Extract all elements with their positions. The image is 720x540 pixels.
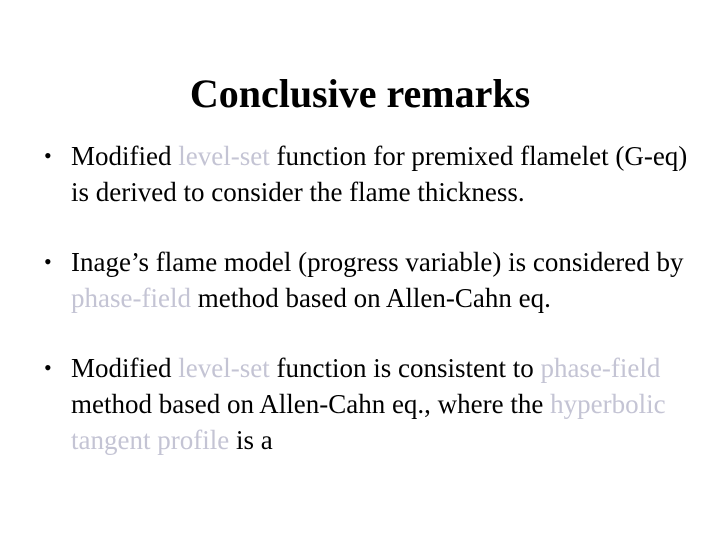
highlighted-term: phase-field bbox=[540, 353, 661, 383]
bullet-text-segment: Inage’s flame model (progress variable) is considered by bbox=[71, 247, 684, 277]
bullet-dot-icon: • bbox=[44, 355, 52, 380]
highlighted-term: level-set bbox=[178, 141, 270, 171]
bullet-dot-icon: • bbox=[44, 143, 52, 168]
bullet-item bbox=[0, 350, 720, 458]
bullet-item bbox=[0, 244, 720, 316]
bullet-text-segment: method based on Allen-Cahn eq., where the bbox=[71, 389, 551, 419]
bullet-item bbox=[0, 138, 720, 210]
bullet-list bbox=[0, 138, 720, 492]
bullet-text-segment: function is consistent to bbox=[269, 353, 541, 383]
highlighted-term: level-set bbox=[178, 353, 270, 383]
bullet-text-segment: function for premixed flamelet (G-eq) is derived to consider the flame thickness. bbox=[71, 141, 688, 207]
highlighted-term: phase-field bbox=[71, 283, 191, 313]
bullet-text-segment: method based on Allen-Cahn eq. bbox=[190, 283, 551, 313]
bullet-dot-icon: • bbox=[44, 249, 52, 274]
bullet-text-segment: is a bbox=[229, 425, 273, 455]
slide-title: Conclusive remarks bbox=[189, 71, 531, 116]
bullet-text-segment: Modified bbox=[71, 141, 179, 171]
highlighted-term: hyperbolic tangent profile bbox=[71, 389, 666, 455]
bullet-text-segment: Modified bbox=[71, 353, 179, 383]
